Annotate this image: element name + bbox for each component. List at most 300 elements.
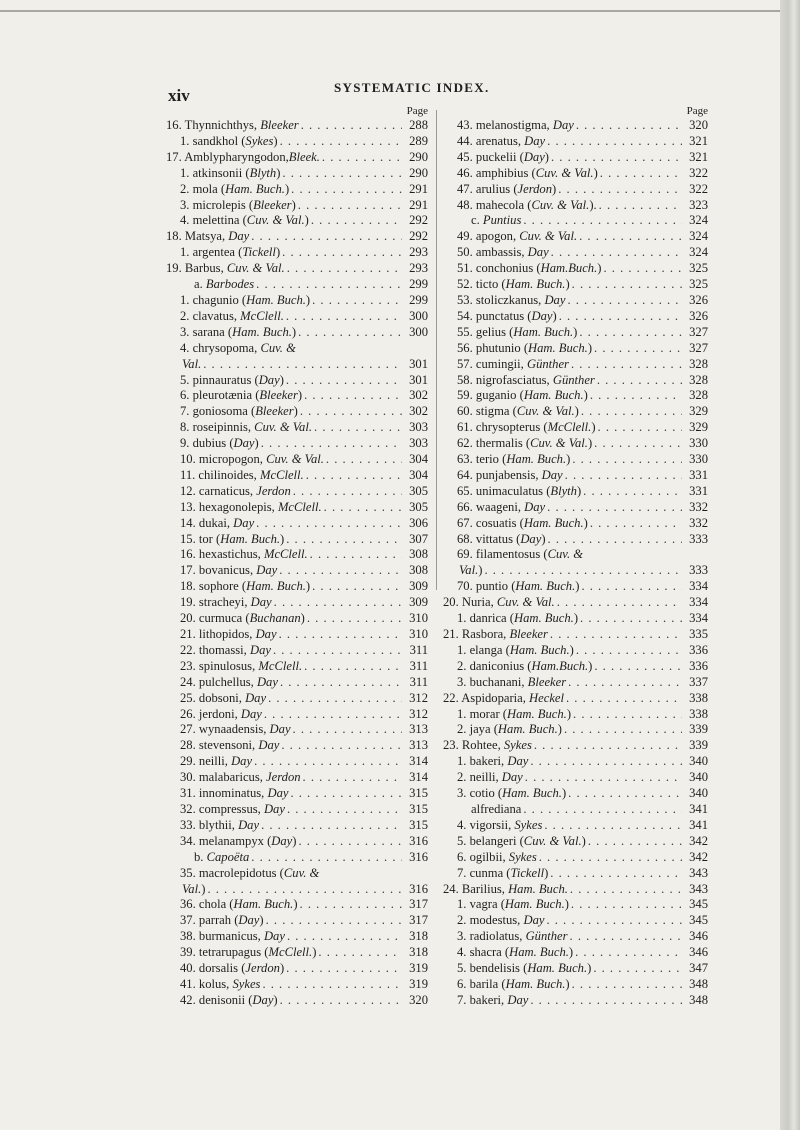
entry-text bbox=[457, 277, 570, 293]
entry-close: ) bbox=[300, 611, 305, 626]
entry-text bbox=[457, 770, 523, 786]
entry-page-number: 311 bbox=[409, 674, 428, 689]
entry-page-number: 309 bbox=[409, 595, 428, 610]
entry-name: 3. buchanani, bbox=[457, 674, 528, 689]
entry-page-number: 302 bbox=[409, 404, 428, 419]
entry-name: 65. unimaculatus ( bbox=[457, 483, 551, 498]
dot-leader bbox=[550, 866, 682, 882]
entry-page-number: 336 bbox=[689, 642, 708, 657]
entry-authority: Day bbox=[238, 913, 260, 928]
entry-page-number: 312 bbox=[409, 690, 428, 705]
index-entry bbox=[443, 388, 708, 404]
index-entry bbox=[443, 357, 708, 373]
entry-authority: Ham. Buch. bbox=[528, 340, 588, 355]
entry-text bbox=[457, 325, 577, 341]
entry-page-number: 337 bbox=[689, 674, 708, 689]
entry-authority: Day bbox=[501, 770, 523, 785]
dot-leader bbox=[576, 643, 682, 659]
index-entry bbox=[166, 245, 428, 261]
running-head: SYSTEMATIC INDEX. bbox=[334, 80, 490, 95]
entry-text bbox=[457, 341, 592, 357]
entry-text bbox=[194, 850, 249, 866]
entry-text bbox=[180, 675, 278, 691]
index-entry bbox=[166, 611, 428, 627]
entry-page-number: 324 bbox=[689, 213, 708, 228]
entry-text bbox=[180, 643, 271, 659]
dot-leader bbox=[572, 452, 682, 468]
index-entry bbox=[443, 802, 708, 818]
index-entry bbox=[166, 738, 428, 754]
entry-text bbox=[457, 388, 588, 404]
entry-authority: Ham. Buch. bbox=[509, 945, 569, 960]
entry-name: 67. cosuatis ( bbox=[457, 515, 524, 530]
entry-page-number: 305 bbox=[409, 499, 428, 514]
entry-text bbox=[180, 945, 316, 961]
entry-name: 1. elanga ( bbox=[457, 642, 510, 657]
entry-page-number: 307 bbox=[409, 531, 428, 546]
page-edge bbox=[780, 0, 800, 1130]
index-entry bbox=[166, 834, 428, 850]
entry-text bbox=[180, 961, 284, 977]
entry-name: 3. radiolatus, bbox=[457, 929, 526, 944]
entry-text bbox=[180, 547, 308, 563]
entry-page-number: 321 bbox=[689, 133, 708, 148]
entry-authority: Ham.Buch. bbox=[531, 658, 589, 673]
entry-name: 63. terio ( bbox=[457, 452, 507, 467]
index-entry bbox=[443, 961, 708, 977]
dot-leader bbox=[565, 468, 682, 484]
index-entry bbox=[166, 325, 428, 341]
entry-page-number: 319 bbox=[409, 976, 428, 991]
index-entry bbox=[443, 563, 708, 579]
entry-text bbox=[182, 882, 205, 898]
dot-leader bbox=[279, 563, 402, 579]
entry-page-number: 346 bbox=[689, 929, 708, 944]
index-entry bbox=[166, 691, 428, 707]
index-entry bbox=[443, 150, 708, 166]
entry-text bbox=[180, 786, 288, 802]
left-index-column bbox=[166, 104, 428, 1009]
entry-page-number: 334 bbox=[689, 595, 708, 610]
entry-text bbox=[180, 770, 301, 786]
entry-authority: Ham. Buch. bbox=[523, 388, 584, 403]
entry-authority: Ham. Buch. bbox=[225, 181, 285, 196]
entry-authority: Jerdon bbox=[256, 483, 291, 498]
entry-close: ) bbox=[587, 436, 593, 451]
entry-authority: Day bbox=[256, 563, 278, 578]
index-entry bbox=[166, 357, 428, 373]
entry-text bbox=[457, 834, 586, 850]
entry-page-number: 325 bbox=[689, 261, 708, 276]
dot-leader bbox=[567, 293, 682, 309]
index-entry bbox=[443, 452, 708, 468]
entry-name: 18. Matsya, bbox=[166, 229, 229, 244]
entry-name: 1. chagunio ( bbox=[180, 292, 247, 307]
entry-page-number: 318 bbox=[409, 945, 428, 960]
entry-page-number: 338 bbox=[689, 690, 708, 705]
index-entry bbox=[166, 166, 428, 182]
dot-leader bbox=[262, 977, 402, 993]
entry-authority: Day bbox=[531, 308, 553, 323]
entry-text bbox=[180, 579, 310, 595]
index-entry bbox=[443, 198, 708, 214]
dot-leader bbox=[264, 707, 402, 723]
entry-page-number: 340 bbox=[689, 754, 708, 769]
index-entry bbox=[166, 277, 428, 293]
entry-authority: McClell. bbox=[263, 547, 308, 562]
entry-name: c. bbox=[471, 213, 483, 228]
entry-name: 60. stigma ( bbox=[457, 404, 517, 419]
entry-text bbox=[180, 420, 312, 436]
index-entry bbox=[166, 150, 428, 166]
entry-name: 6. pleurotænia ( bbox=[180, 388, 260, 403]
entry-page-number: 336 bbox=[689, 658, 708, 673]
entry-page-number: 311 bbox=[409, 658, 428, 673]
index-entry bbox=[443, 341, 708, 357]
index-entry bbox=[443, 516, 708, 532]
entry-close: ) bbox=[304, 213, 309, 228]
column-divider bbox=[436, 110, 437, 590]
index-entry bbox=[166, 707, 428, 723]
entry-authority: Puntius bbox=[482, 213, 522, 228]
entry-page-number: 325 bbox=[689, 277, 708, 292]
entry-page-number: 289 bbox=[409, 133, 428, 148]
entry-text bbox=[457, 468, 563, 484]
entry-text bbox=[457, 897, 569, 913]
entry-authority: Jerdon bbox=[266, 770, 301, 785]
entry-close: ) bbox=[201, 881, 206, 896]
entry-page-number: 327 bbox=[689, 340, 708, 355]
index-entry bbox=[443, 500, 708, 516]
entry-text bbox=[180, 388, 302, 404]
dot-leader bbox=[530, 993, 682, 1009]
entry-name: 52. ticto ( bbox=[457, 277, 506, 292]
entry-page-number: 331 bbox=[689, 483, 708, 498]
dot-leader bbox=[280, 675, 402, 691]
entry-page-number: 320 bbox=[689, 118, 708, 132]
entry-text bbox=[457, 707, 571, 723]
entry-text bbox=[457, 150, 549, 166]
entry-text bbox=[180, 818, 259, 834]
index-entry bbox=[443, 929, 708, 945]
entry-text bbox=[180, 198, 296, 214]
entry-authority: Val. bbox=[182, 881, 202, 896]
index-entry bbox=[443, 277, 708, 293]
entry-page-number: 306 bbox=[409, 515, 428, 530]
entry-name: 3. microlepis ( bbox=[180, 197, 254, 212]
index-entry bbox=[166, 866, 428, 882]
index-entry bbox=[443, 627, 708, 643]
dot-leader bbox=[301, 118, 402, 134]
entry-text bbox=[166, 229, 249, 245]
entry-authority: Capoëta bbox=[206, 849, 250, 864]
entry-name: 1. morar ( bbox=[457, 706, 508, 721]
index-entry bbox=[166, 643, 428, 659]
entry-text bbox=[180, 691, 266, 707]
index-entry bbox=[166, 882, 428, 898]
entry-text bbox=[194, 277, 254, 293]
dot-leader bbox=[550, 627, 682, 643]
entry-authority: Day bbox=[524, 499, 546, 514]
entry-name: 70. puntio ( bbox=[457, 579, 516, 594]
entry-text bbox=[180, 563, 277, 579]
dot-leader bbox=[558, 182, 682, 198]
entry-page-number: 288 bbox=[409, 118, 428, 132]
entry-authority: Ham. Buch. bbox=[246, 292, 306, 307]
entry-authority: Bleek. bbox=[288, 149, 320, 164]
entry-close: ) bbox=[541, 531, 546, 546]
entry-authority: Ham. Buch. bbox=[515, 579, 576, 594]
entry-authority: Cuv. & Val. bbox=[530, 436, 588, 451]
entry-text bbox=[180, 436, 259, 452]
right-index-column bbox=[443, 104, 708, 1009]
index-entry bbox=[166, 468, 428, 484]
entry-text bbox=[180, 738, 279, 754]
entry-page-number: 314 bbox=[409, 770, 428, 785]
entry-authority: Ham. Buch. bbox=[246, 579, 306, 594]
entry-authority: Ham. Buch. bbox=[527, 961, 588, 976]
entry-page-number: 317 bbox=[409, 897, 428, 912]
entry-close: ) bbox=[273, 992, 278, 1007]
entry-close: ) bbox=[291, 197, 296, 212]
entry-authority: McClell. bbox=[277, 499, 322, 514]
entry-authority: Bleeker bbox=[527, 674, 567, 689]
dot-leader bbox=[594, 436, 682, 452]
index-entry bbox=[443, 691, 708, 707]
entry-page-number: 300 bbox=[409, 324, 428, 339]
dot-leader bbox=[590, 516, 682, 532]
index-entry bbox=[443, 261, 708, 277]
entry-authority: Day bbox=[541, 467, 563, 482]
entry-authority: Ham. Buch. bbox=[497, 722, 558, 737]
dot-leader bbox=[580, 611, 682, 627]
entry-page-number: 340 bbox=[689, 770, 708, 785]
dot-leader bbox=[575, 945, 682, 961]
entry-text bbox=[457, 532, 546, 548]
entry-page-number: 326 bbox=[689, 292, 708, 307]
entry-name: 42. denisonii ( bbox=[180, 992, 253, 1007]
entry-text bbox=[180, 166, 280, 182]
entry-close: ) bbox=[569, 642, 574, 657]
entry-authority: Günther bbox=[526, 356, 569, 371]
entry-authority: Day bbox=[258, 738, 280, 753]
dot-leader bbox=[594, 659, 682, 675]
dot-leader bbox=[286, 532, 402, 548]
entry-page-number: 300 bbox=[409, 308, 428, 323]
entry-text bbox=[180, 913, 264, 929]
entry-text bbox=[471, 213, 521, 229]
entry-authority: Günther bbox=[525, 929, 568, 944]
dot-leader bbox=[266, 913, 402, 929]
index-entry bbox=[443, 547, 708, 563]
index-entry bbox=[166, 722, 428, 738]
entry-authority: Cuv. & bbox=[547, 547, 584, 562]
entry-text bbox=[457, 722, 562, 738]
index-entry bbox=[443, 325, 708, 341]
index-entry bbox=[443, 484, 708, 500]
dot-leader bbox=[568, 786, 682, 802]
entry-close: ) bbox=[292, 833, 297, 848]
entry-authority: Blyth bbox=[550, 483, 577, 498]
entry-text bbox=[457, 579, 579, 595]
dot-leader bbox=[326, 452, 402, 468]
entry-authority: Ham. Buch. bbox=[233, 897, 294, 912]
index-entry bbox=[443, 532, 708, 548]
index-entry bbox=[443, 897, 708, 913]
index-entry bbox=[443, 166, 708, 182]
index-entry bbox=[443, 818, 708, 834]
entry-authority: Day bbox=[245, 690, 267, 705]
entry-page-number: 310 bbox=[409, 627, 428, 641]
dot-leader bbox=[600, 166, 682, 182]
entry-text bbox=[457, 977, 570, 993]
entry-page-number: 331 bbox=[689, 467, 708, 482]
dot-leader bbox=[307, 611, 402, 627]
dot-leader bbox=[207, 882, 402, 898]
entry-name: 43. melanostigma, bbox=[457, 118, 553, 132]
entry-authority: Ham. Buch. bbox=[507, 706, 567, 721]
entry-name: 34. melanampyx ( bbox=[180, 833, 272, 848]
entry-close: ) bbox=[305, 292, 311, 307]
entry-authority: Day bbox=[523, 149, 545, 164]
entry-page-number: 317 bbox=[409, 913, 428, 928]
dot-leader bbox=[581, 579, 682, 595]
entry-text bbox=[180, 707, 262, 723]
entry-close: ) bbox=[291, 324, 297, 339]
dot-leader bbox=[254, 754, 402, 770]
entry-text bbox=[180, 929, 285, 945]
entry-page-number: 330 bbox=[689, 436, 708, 451]
entry-page-number: 304 bbox=[409, 467, 428, 482]
entry-page-number: 293 bbox=[409, 261, 428, 276]
entry-close: ) bbox=[259, 913, 264, 928]
entry-text bbox=[457, 866, 548, 882]
entry-name: 37. parrah ( bbox=[180, 913, 239, 928]
entry-authority: Bleeker bbox=[509, 627, 548, 641]
index-entry bbox=[443, 770, 708, 786]
entry-authority: Day bbox=[258, 372, 280, 387]
dot-leader bbox=[287, 261, 402, 277]
entry-page-number: 301 bbox=[409, 372, 428, 387]
entry-authority: Ham. Buch. bbox=[509, 642, 570, 657]
entry-close: ) bbox=[593, 165, 598, 180]
index-entry bbox=[166, 420, 428, 436]
entry-name: 50. ambassis, bbox=[457, 245, 528, 260]
dot-leader bbox=[268, 691, 402, 707]
entry-page-number: 340 bbox=[689, 786, 708, 801]
dot-leader bbox=[530, 754, 682, 770]
index-entry bbox=[166, 182, 428, 198]
entry-name: 25. dobsoni, bbox=[180, 690, 246, 705]
entry-page-number: 305 bbox=[409, 483, 428, 498]
entry-text bbox=[180, 802, 285, 818]
entry-authority: Ham. Buch. bbox=[505, 277, 566, 292]
index-entry bbox=[443, 468, 708, 484]
entry-authority: Day bbox=[507, 754, 529, 769]
entry-close: ) bbox=[284, 181, 290, 196]
index-entry bbox=[166, 500, 428, 516]
entry-text bbox=[180, 897, 298, 913]
dot-leader bbox=[306, 468, 402, 484]
entry-authority: Day bbox=[263, 801, 285, 816]
index-entry bbox=[166, 373, 428, 389]
entry-text bbox=[457, 198, 597, 214]
index-entry bbox=[166, 484, 428, 500]
entry-name: 68. vittatus ( bbox=[457, 531, 521, 546]
entry-page-number: 290 bbox=[409, 149, 428, 164]
index-entry bbox=[443, 659, 708, 675]
index-entry bbox=[443, 786, 708, 802]
index-entry bbox=[166, 309, 428, 325]
entry-authority: Cuv. & Val. bbox=[519, 229, 578, 244]
entry-authority: Günther bbox=[552, 372, 595, 387]
dot-leader bbox=[311, 213, 402, 229]
entry-name: 48. mahecola ( bbox=[457, 197, 532, 212]
entry-text bbox=[180, 182, 289, 198]
entry-name: 21. lithopidos, bbox=[180, 627, 256, 641]
entry-page-number: 323 bbox=[689, 197, 708, 212]
entry-text bbox=[457, 166, 598, 182]
entry-authority: Day bbox=[269, 722, 291, 737]
entry-text bbox=[180, 309, 284, 325]
entry-text bbox=[443, 691, 564, 707]
entry-name: 56. phutunio ( bbox=[457, 340, 529, 355]
entry-authority: Cuv. & Val. bbox=[535, 165, 594, 180]
dot-leader bbox=[590, 388, 682, 404]
entry-name: 2. mola ( bbox=[180, 181, 226, 196]
entry-text bbox=[180, 213, 309, 229]
entry-close: ) bbox=[573, 611, 579, 626]
entry-authority: Ham. Buch. bbox=[514, 611, 574, 626]
dot-leader bbox=[544, 818, 682, 834]
entry-close: ) bbox=[557, 722, 562, 737]
index-entry bbox=[166, 229, 428, 245]
entry-name: 15. tor ( bbox=[180, 531, 221, 546]
entry-name: 11. chilinoides, bbox=[180, 467, 260, 482]
dot-leader bbox=[566, 691, 682, 707]
page-number: xiv bbox=[168, 86, 190, 105]
entry-name: 7. cunma ( bbox=[457, 865, 511, 880]
dot-leader bbox=[287, 802, 402, 818]
dot-leader bbox=[322, 150, 402, 166]
entry-close: ) bbox=[297, 388, 303, 403]
entry-name: 41. kolus, bbox=[180, 976, 233, 991]
dot-leader bbox=[286, 373, 402, 389]
entry-close: ) bbox=[305, 579, 311, 594]
dot-leader bbox=[559, 309, 682, 325]
entry-page-number: 291 bbox=[409, 181, 428, 196]
entry-name: 47. arulius ( bbox=[457, 181, 518, 196]
entry-authority: Sykes bbox=[514, 817, 543, 832]
dot-leader bbox=[303, 770, 402, 786]
dot-leader bbox=[571, 897, 682, 913]
entry-text bbox=[180, 373, 284, 389]
entry-close: ) bbox=[597, 261, 602, 276]
dot-leader bbox=[576, 118, 682, 134]
entry-name: 58. nigrofasciatus, bbox=[457, 372, 553, 387]
entry-name: 2. modestus, bbox=[457, 913, 524, 928]
index-entry bbox=[166, 213, 428, 229]
entry-page-number: 333 bbox=[689, 531, 708, 546]
entry-text bbox=[180, 627, 277, 643]
entry-close: ) bbox=[566, 452, 571, 467]
dot-leader bbox=[588, 834, 682, 850]
entry-name: b. bbox=[194, 849, 207, 864]
entry-page-number: 304 bbox=[409, 452, 428, 467]
entry-name: 64. punjabensis, bbox=[457, 467, 542, 482]
entry-close: ). bbox=[589, 197, 597, 212]
index-entry bbox=[443, 882, 708, 898]
